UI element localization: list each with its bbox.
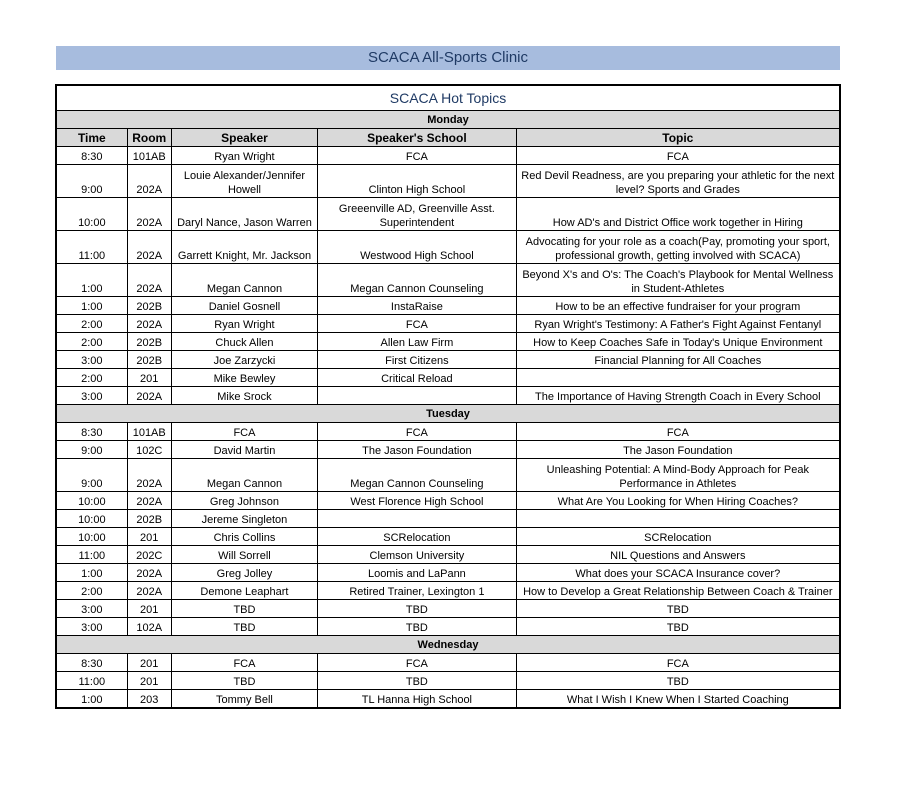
session-topic — [516, 369, 840, 387]
session-room: 201 — [127, 672, 171, 690]
session-row — [56, 333, 840, 351]
session-speaker: Louie Alexander/Jennifer Howell — [171, 165, 317, 198]
session-time: 2:00 — [56, 582, 127, 600]
session-school — [318, 387, 516, 405]
session-room: 202A — [127, 231, 171, 264]
session-topic: The Importance of Having Strength Coach in Every School — [516, 387, 840, 405]
session-row — [56, 387, 840, 405]
session-room: 102C — [127, 441, 171, 459]
session-topic: FCA — [516, 147, 840, 165]
session-room: 202A — [127, 492, 171, 510]
session-topic: Beyond X's and O's: The Coach's Playbook for Mental Wellness in Student-Athletes — [516, 264, 840, 297]
session-room: 202B — [127, 297, 171, 315]
session-row — [56, 510, 840, 528]
session-row — [56, 690, 840, 709]
session-time: 8:30 — [56, 654, 127, 672]
session-school: Westwood High School — [318, 231, 516, 264]
column-header-school: Speaker's School — [318, 129, 516, 147]
session-row — [56, 672, 840, 690]
session-room: 202A — [127, 165, 171, 198]
session-row — [56, 198, 840, 231]
hot-topics-title: SCACA Hot Topics — [56, 85, 840, 111]
session-topic: The Jason Foundation — [516, 441, 840, 459]
session-school: FCA — [318, 315, 516, 333]
session-school: InstaRaise — [318, 297, 516, 315]
session-school: Clemson University — [318, 546, 516, 564]
session-time: 1:00 — [56, 297, 127, 315]
session-topic: How to be an effective fundraiser for your program — [516, 297, 840, 315]
session-room: 102A — [127, 618, 171, 636]
session-room: 202B — [127, 333, 171, 351]
session-school: Retired Trainer, Lexington 1 — [318, 582, 516, 600]
column-header-row — [56, 129, 840, 147]
session-room: 201 — [127, 369, 171, 387]
session-speaker: TBD — [171, 672, 317, 690]
session-speaker: Greg Johnson — [171, 492, 317, 510]
session-school: Loomis and LaPann — [318, 564, 516, 582]
session-row — [56, 459, 840, 492]
session-row — [56, 231, 840, 264]
session-speaker: Ryan Wright — [171, 147, 317, 165]
session-speaker: Greg Jolley — [171, 564, 317, 582]
session-row — [56, 165, 840, 198]
session-speaker: Mike Bewley — [171, 369, 317, 387]
session-speaker: David Martin — [171, 441, 317, 459]
day-row-tuesday — [56, 405, 840, 423]
session-school — [318, 510, 516, 528]
session-room: 202A — [127, 564, 171, 582]
schedule-body — [56, 85, 840, 708]
session-row — [56, 351, 840, 369]
session-time: 3:00 — [56, 387, 127, 405]
session-room: 202A — [127, 264, 171, 297]
session-time: 9:00 — [56, 441, 127, 459]
column-header-time: Time — [56, 129, 127, 147]
session-row — [56, 147, 840, 165]
session-speaker: Garrett Knight, Mr. Jackson — [171, 231, 317, 264]
session-time: 10:00 — [56, 528, 127, 546]
session-time: 2:00 — [56, 315, 127, 333]
session-topic: TBD — [516, 672, 840, 690]
session-topic: Financial Planning for All Coaches — [516, 351, 840, 369]
session-school: FCA — [318, 654, 516, 672]
clinic-banner: SCACA All-Sports Clinic — [56, 46, 840, 70]
session-topic: How AD's and District Office work together in Hiring — [516, 198, 840, 231]
session-row — [56, 564, 840, 582]
session-speaker: Daryl Nance, Jason Warren — [171, 198, 317, 231]
session-row — [56, 315, 840, 333]
session-row — [56, 441, 840, 459]
session-time: 8:30 — [56, 147, 127, 165]
session-time: 8:30 — [56, 423, 127, 441]
session-time: 10:00 — [56, 198, 127, 231]
session-speaker: Chuck Allen — [171, 333, 317, 351]
session-speaker: Daniel Gosnell — [171, 297, 317, 315]
session-topic: Ryan Wright's Testimony: A Father's Fight Against Fentanyl — [516, 315, 840, 333]
session-room: 202B — [127, 351, 171, 369]
session-topic: NIL Questions and Answers — [516, 546, 840, 564]
session-time: 1:00 — [56, 264, 127, 297]
session-speaker: Mike Srock — [171, 387, 317, 405]
session-school: Critical Reload — [318, 369, 516, 387]
session-topic: FCA — [516, 654, 840, 672]
session-room: 201 — [127, 600, 171, 618]
session-row — [56, 600, 840, 618]
session-room: 202C — [127, 546, 171, 564]
session-room: 101AB — [127, 423, 171, 441]
session-time: 9:00 — [56, 459, 127, 492]
schedule-table — [55, 84, 841, 709]
session-row — [56, 297, 840, 315]
session-school: TL Hanna High School — [318, 690, 516, 709]
session-time: 2:00 — [56, 333, 127, 351]
day-row-monday — [56, 111, 840, 129]
session-row — [56, 528, 840, 546]
day-row-wednesday — [56, 636, 840, 654]
session-time: 1:00 — [56, 690, 127, 709]
session-school: Allen Law Firm — [318, 333, 516, 351]
session-time: 3:00 — [56, 600, 127, 618]
session-time: 3:00 — [56, 618, 127, 636]
session-topic: What does your SCACA Insurance cover? — [516, 564, 840, 582]
session-topic: Unleashing Potential: A Mind-Body Approach for Peak Performance in Athletes — [516, 459, 840, 492]
session-speaker: Ryan Wright — [171, 315, 317, 333]
day-label: Tuesday — [56, 405, 840, 423]
session-time: 2:00 — [56, 369, 127, 387]
session-room: 202A — [127, 459, 171, 492]
session-school: First Citizens — [318, 351, 516, 369]
session-school: Megan Cannon Counseling — [318, 264, 516, 297]
session-row — [56, 369, 840, 387]
session-school: TBD — [318, 600, 516, 618]
session-school: TBD — [318, 618, 516, 636]
column-header-room: Room — [127, 129, 171, 147]
session-room: 202A — [127, 198, 171, 231]
session-room: 202A — [127, 387, 171, 405]
session-time: 10:00 — [56, 492, 127, 510]
session-topic: FCA — [516, 423, 840, 441]
session-speaker: Jereme Singleton — [171, 510, 317, 528]
session-topic: Red Devil Readness, are you preparing your athletic for the next level? Sports and Grades — [516, 165, 840, 198]
session-room: 101AB — [127, 147, 171, 165]
column-header-topic: Topic — [516, 129, 840, 147]
day-label: Monday — [56, 111, 840, 129]
session-row — [56, 492, 840, 510]
session-speaker: TBD — [171, 600, 317, 618]
session-time: 1:00 — [56, 564, 127, 582]
column-header-speaker: Speaker — [171, 129, 317, 147]
session-room: 202A — [127, 582, 171, 600]
session-speaker: Demone Leaphart — [171, 582, 317, 600]
hot-topics-row — [56, 85, 840, 111]
session-time: 11:00 — [56, 231, 127, 264]
session-time: 11:00 — [56, 546, 127, 564]
session-row — [56, 582, 840, 600]
session-topic: What I Wish I Knew When I Started Coaching — [516, 690, 840, 709]
session-school: FCA — [318, 147, 516, 165]
session-speaker: FCA — [171, 654, 317, 672]
session-time: 3:00 — [56, 351, 127, 369]
session-topic: What Are You Looking for When Hiring Coaches? — [516, 492, 840, 510]
session-topic: SCRelocation — [516, 528, 840, 546]
session-speaker: TBD — [171, 618, 317, 636]
session-speaker: Chris Collins — [171, 528, 317, 546]
session-speaker: Will Sorrell — [171, 546, 317, 564]
session-topic: Advocating for your role as a coach(Pay, promoting your sport, professional growth, getting involved with SCACA) — [516, 231, 840, 264]
session-room: 202B — [127, 510, 171, 528]
session-school: Greeenville AD, Greenville Asst. Superintendent — [318, 198, 516, 231]
session-school: Clinton High School — [318, 165, 516, 198]
session-room: 201 — [127, 528, 171, 546]
session-room: 202A — [127, 315, 171, 333]
session-speaker: Megan Cannon — [171, 459, 317, 492]
session-room: 201 — [127, 654, 171, 672]
session-school: West Florence High School — [318, 492, 516, 510]
session-speaker: Tommy Bell — [171, 690, 317, 709]
session-speaker: FCA — [171, 423, 317, 441]
session-row — [56, 654, 840, 672]
day-label: Wednesday — [56, 636, 840, 654]
session-time: 11:00 — [56, 672, 127, 690]
session-row — [56, 546, 840, 564]
session-row — [56, 264, 840, 297]
session-row — [56, 423, 840, 441]
session-school: The Jason Foundation — [318, 441, 516, 459]
session-topic — [516, 510, 840, 528]
session-topic: How to Keep Coaches Safe in Today's Unique Environment — [516, 333, 840, 351]
session-topic: TBD — [516, 618, 840, 636]
session-school: FCA — [318, 423, 516, 441]
session-row — [56, 618, 840, 636]
session-speaker: Joe Zarzycki — [171, 351, 317, 369]
session-school: TBD — [318, 672, 516, 690]
session-time: 10:00 — [56, 510, 127, 528]
session-topic: How to Develop a Great Relationship Between Coach & Trainer — [516, 582, 840, 600]
session-speaker: Megan Cannon — [171, 264, 317, 297]
session-school: Megan Cannon Counseling — [318, 459, 516, 492]
session-school: SCRelocation — [318, 528, 516, 546]
session-room: 203 — [127, 690, 171, 709]
session-time: 9:00 — [56, 165, 127, 198]
session-topic: TBD — [516, 600, 840, 618]
